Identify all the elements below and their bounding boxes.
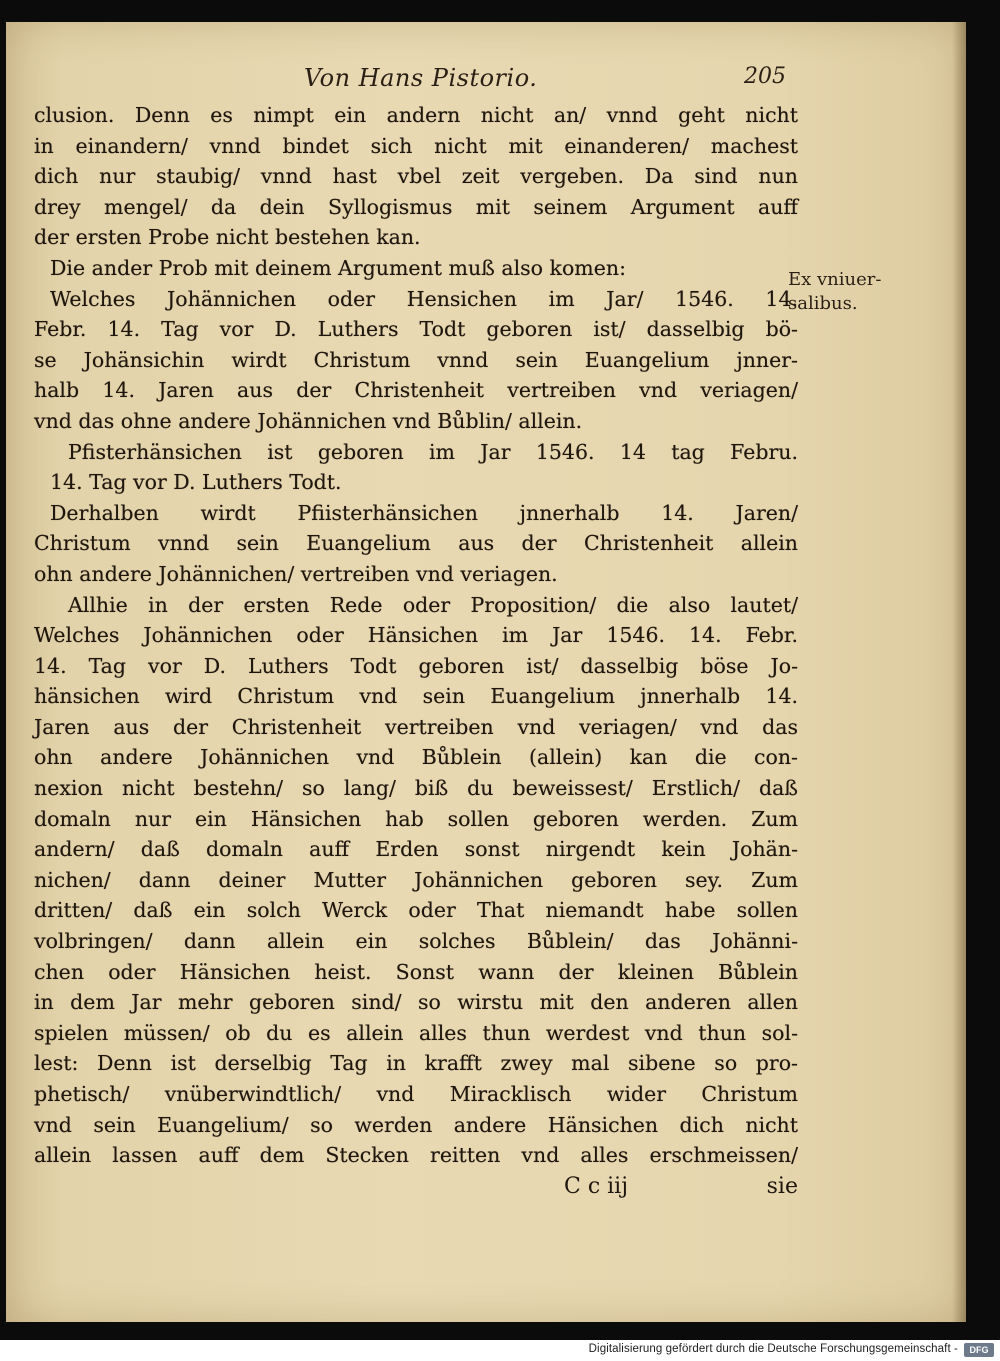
text-line: Welches Johännichen oder Hensichen im Jar/ 1546. 14. [50, 286, 798, 311]
text-line: Allhie in der ersten Rede oder Proposition/ die also lautet/ [68, 592, 798, 617]
body-text [34, 100, 798, 1171]
text-line: volbringen/ dann allein ein solches Bůblein/ das Johänni- [34, 929, 798, 954]
text-line: phetisch/ vnüberwindtlich/ vnd Miracklisch wider Christum [34, 1082, 798, 1106]
text-line: der ersten Probe nicht bestehen kan. [34, 225, 421, 250]
text-line: ohn andere Johännichen/ vertreiben vnd veriagen. [34, 561, 558, 586]
text-line: dich nur staubig/ vnnd hast vbel zeit vergeben. Da sind nun [34, 164, 798, 189]
catchword: sie [766, 1174, 798, 1199]
text-line: lest: Denn ist derselbig Tag in krafft zwey mal sibene so pro- [34, 1051, 798, 1076]
dfg-logo: DFG [964, 1343, 994, 1357]
text-line: Jaren aus der Christenheit vertreiben vnd veriagen/ vnd das [34, 714, 798, 739]
text-line: spielen müssen/ ob du es allein alles thun werdest vnd thun sol- [34, 1020, 798, 1045]
text-line: ohn andere Johännichen vnd Bůblein (allein) kan die con- [34, 745, 798, 770]
marginal-note-line: Ex vniuer- [788, 269, 882, 290]
text-line: 14. Tag vor D. Luthers Todt. [50, 470, 342, 495]
text-line: Christum vnnd sein Euangelium aus der Christenheit allein [34, 531, 798, 556]
text-line: Febr. 14. Tag vor D. Luthers Todt geboren ist/ dasselbig bö- [34, 317, 798, 342]
signature-mark: C c iij [564, 1174, 629, 1199]
marginal-note-line: salibus. [788, 293, 858, 314]
text-line: se Johänsichin wirdt Christum vnnd sein Euangelium jnner- [34, 347, 798, 372]
text-line: Derhalben wirdt Pfiisterhänsichen jnnerhalb 14. Jaren/ [50, 500, 798, 525]
text-line: nichen/ dann deiner Mutter Johännichen geboren sey. Zum [34, 867, 798, 892]
text-line: vnd sein Euangelium/ so werden andere Hänsichen dich nicht [34, 1112, 798, 1137]
text-line: drey mengel/ da dein Syllogismus mit seinem Argument auff [34, 194, 798, 219]
page-footer [34, 1174, 798, 1208]
text-line: allein lassen auff dem Stecken reitten vnd alles erschmeissen/ [34, 1143, 798, 1168]
text-line: halb 14. Jaren aus der Christenheit vertreiben vnd veriagen/ [34, 378, 798, 403]
funding-notice: Digitalisierung gefördert durch die Deutsche Forschungsgemeinschaft - [588, 1343, 958, 1355]
page-number: 205 [744, 64, 786, 89]
text-line: Die ander Prob mit deinem Argument muß also komen: [50, 255, 626, 280]
marginal-note [788, 268, 918, 316]
text-line: clusion. Denn es nimpt ein andern nicht an/ vnnd geht nicht [34, 103, 798, 127]
text-line: nexion nicht bestehn/ so lang/ biß du beweissest/ Erstlich/ daß [34, 776, 798, 801]
text-line: dritten/ daß ein solch Werck oder That niemandt habe sollen [34, 898, 798, 923]
text-line: Welches Johännichen oder Hänsichen im Jar 1546. 14. Febr. [34, 623, 798, 648]
text-line: in einandern/ vnnd bindet sich nicht mit einanderen/ machest [34, 133, 798, 158]
page-header [6, 64, 966, 104]
funding-bar [0, 1340, 1000, 1361]
book-page [6, 22, 966, 1322]
text-line: hänsichen wird Christum vnd sein Euangelium jnnerhalb 14. [34, 684, 798, 709]
text-line: in dem Jar mehr geboren sind/ so wirstu mit den anderen allen [34, 990, 798, 1015]
text-line: domaln nur ein Hänsichen hab sollen geboren werden. Zum [34, 806, 798, 831]
text-line: 14. Tag vor D. Luthers Todt geboren ist/ dasselbig böse Jo- [34, 653, 798, 678]
text-line: vnd das ohne andere Johännichen vnd Bůblin/ allein. [34, 408, 583, 433]
text-line: Pfisterhänsichen ist geboren im Jar 1546. 14 tag Febru. [68, 439, 798, 464]
running-head: Von Hans Pistorio. [304, 64, 538, 92]
text-line: andern/ daß domaln auff Erden sonst nirgendt kein Johän- [34, 837, 798, 862]
text-line: chen oder Hänsichen heist. Sonst wann der kleinen Bůblein [34, 959, 798, 984]
